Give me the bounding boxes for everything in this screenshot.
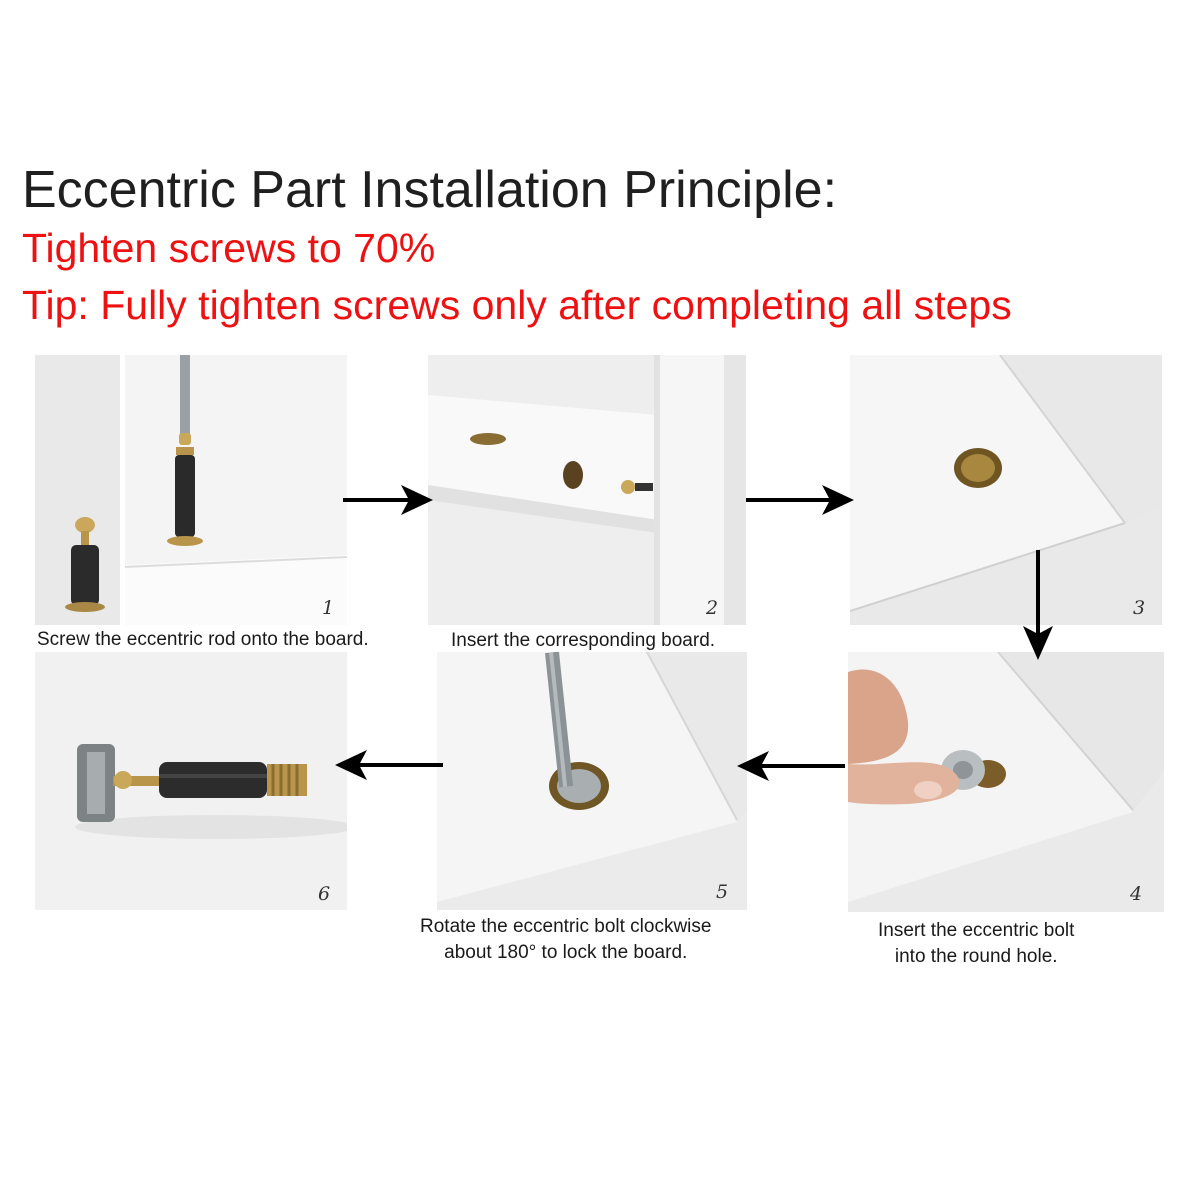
step-1-photo [35,355,347,625]
arrow-left-icon [735,746,845,786]
step-4-number: 4 [1130,883,1143,905]
step-5-number: 5 [716,881,729,903]
step-5-caption [420,914,711,966]
step-5-caption-line2: about 180° to lock the board. [444,942,688,963]
step-2-photo [428,355,746,625]
step-2-caption: Insert the corresponding board. [451,630,716,651]
step-4-photo [848,652,1164,912]
arrow-right-icon [746,480,856,520]
step-1-number: 1 [322,597,335,619]
step-1-caption: Screw the eccentric rod onto the board. [37,629,369,650]
step-4-caption-line2: into the round hole. [894,946,1058,967]
arrow-left-icon [333,745,443,785]
page-title: Eccentric Part Installation Principle: [22,161,838,219]
step-5-caption-line1: Rotate the eccentric bolt clockwise [420,916,712,937]
arrow-right-icon [343,480,435,520]
step-4-caption [878,918,1074,970]
step-2-number: 2 [706,597,719,619]
step-6-photo [35,652,347,910]
arrow-down-icon [1018,550,1058,662]
subtitle-tip: Tip: Fully tighten screws only after completing all steps [22,282,1012,328]
step-4-caption-line1: Insert the eccentric bolt [878,920,1075,941]
step-6-number: 6 [318,883,331,905]
step-3-number: 3 [1133,597,1146,619]
subtitle-tighten: Tighten screws to 70% [22,225,436,271]
step-5-photo [437,652,747,910]
step-3-photo [850,355,1162,625]
